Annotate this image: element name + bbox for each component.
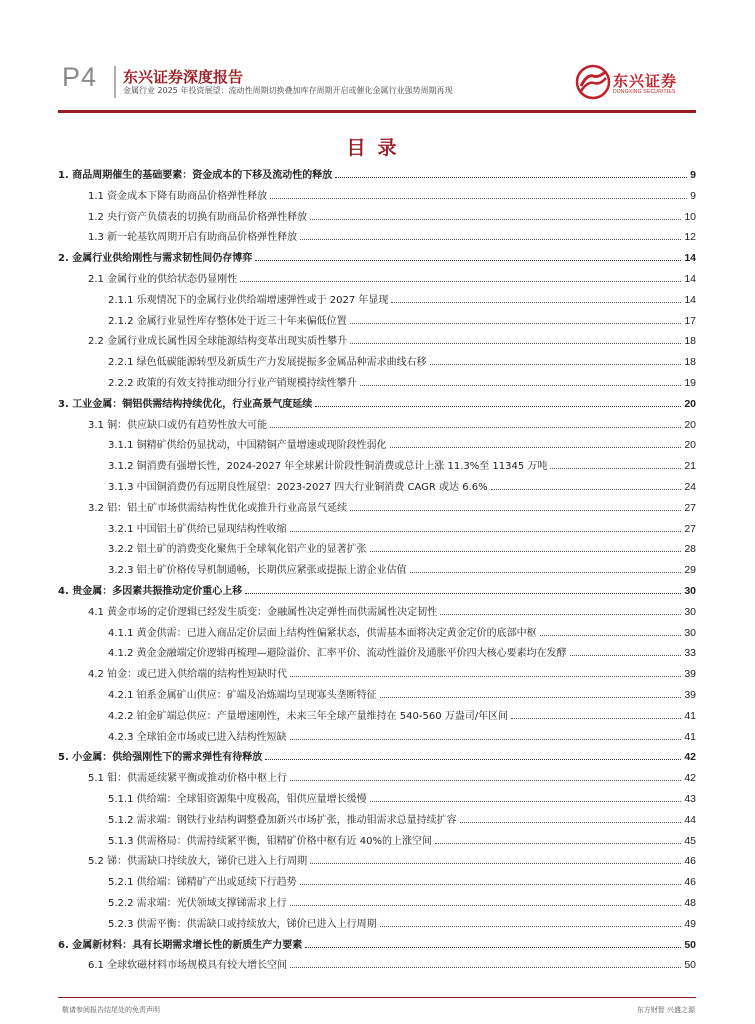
toc-entry-text: 4. 贵金属：多因素共振推动定价重心上移 xyxy=(58,586,243,597)
toc-entry-text: 3. 工业金属：铜铝供需结构持续优化，行业高景气度延续 xyxy=(58,398,313,410)
toc-leader-dots xyxy=(290,531,682,532)
toc-entry-text: 1.3 新一轮基钦周期开启有助商品价格弹性释放 xyxy=(88,232,298,244)
logo-icon xyxy=(575,64,611,100)
toc-entry-text: 3.2 铝：铝土矿市场供需结构性优化或推升行业高景气延续 xyxy=(88,502,348,514)
toc-entry[interactable] xyxy=(58,704,696,722)
toc-entry-text: 4.1.2 黄金金融端定价逻辑再梳理—避险溢价、汇率平价、流动性溢价及通胀平价四大核心要素均在发酵 xyxy=(108,648,567,660)
toc-entry[interactable] xyxy=(58,413,696,431)
toc-leader-dots xyxy=(390,447,682,448)
toc-entry[interactable] xyxy=(58,766,696,784)
toc-entry-page: 14 xyxy=(684,293,696,306)
toc-entry-page: 39 xyxy=(684,689,696,701)
page-number: P4 xyxy=(62,62,98,92)
toc-entry[interactable] xyxy=(58,350,696,368)
toc-entry-text: 2. 金属行业供给刚性与需求韧性间仍存博弈 xyxy=(58,253,253,265)
toc-entry-page: 18 xyxy=(684,335,696,348)
toc-leader-dots xyxy=(380,926,682,927)
page-header xyxy=(0,0,755,100)
toc-entry-text: 2.2.1 绿色低碳能源转型及新质生产力发展提振多金属品种需求曲线右移 xyxy=(108,357,427,369)
toc-entry-page: 49 xyxy=(684,917,696,930)
toc-entry-text: 3.1.2 铜消费有强增长性，2024-2027 年全球累计阶段性铜消费或总计上涨 11.3%至 11345 万吨 xyxy=(108,461,548,473)
toc-entry-page: 21 xyxy=(684,460,696,473)
toc-entry-text: 4.2.2 铂金矿端总供应：产量增速刚性，未来三年全球产量维持在 540-560 万盎司/年区间 xyxy=(108,710,509,722)
toc-entry-page: 19 xyxy=(684,377,696,389)
toc-entry[interactable] xyxy=(58,288,696,306)
report-title: 东兴证券深度报告 xyxy=(123,68,244,86)
toc-leader-dots xyxy=(310,219,681,220)
toc-entry-text: 4.2.3 全球铂金市场或已进入结构性短缺 xyxy=(108,731,287,743)
footer-disclaimer: 敬请参阅报告结尾处的免责声明 xyxy=(62,1006,160,1014)
toc-leader-dots xyxy=(370,551,682,552)
toc-entry[interactable] xyxy=(58,621,696,639)
toc-entry-page: 30 xyxy=(684,626,696,639)
toc-leader-dots xyxy=(350,343,681,344)
toc-entry-text: 1.2 央行资产负债表的切换有助商品价格弹性释放 xyxy=(88,211,308,223)
toc-entry-text: 3.1.3 中国铜消费仍有远期良性展望：2023-2027 四大行业铜消费 CAGR 或达 6.6% xyxy=(108,482,488,493)
toc-leader-dots xyxy=(315,406,681,407)
toc-entry-page: 17 xyxy=(684,314,696,327)
toc-entry-text: 3.1 铜：供应缺口或仍有趋势性放大可能 xyxy=(88,419,268,431)
logo-text-en: DONGXING SECURITIES xyxy=(613,89,676,95)
toc-entry-page: 50 xyxy=(684,959,696,972)
toc-leader-dots xyxy=(440,614,681,615)
toc-entry-page: 18 xyxy=(684,356,696,369)
toc-entry-page: 42 xyxy=(684,751,696,764)
toc-entry-text: 2.2 金属行业成长属性因全球能源结构变革出现实质性攀升 xyxy=(88,336,348,348)
toc-entry-page: 10 xyxy=(684,210,696,223)
toc-entry-text: 3.1.1 铜精矿供给仍显扰动，中国精铜产量增速或现阶段性弱化 xyxy=(108,440,387,452)
toc-entry-text: 4.2.1 铂系金属矿山供应：矿端及冶炼端均呈现寡头垄断特征 xyxy=(108,690,377,701)
toc-leader-dots xyxy=(300,884,682,885)
toc-leader-dots xyxy=(290,905,682,906)
toc-entry-page: 14 xyxy=(684,252,696,265)
toc-leader-dots xyxy=(270,198,687,199)
toc-entry[interactable] xyxy=(58,205,696,223)
toc-entry-page: 43 xyxy=(684,793,696,805)
toc-title: 目录 xyxy=(346,137,409,159)
toc-entry-page: 29 xyxy=(684,564,696,577)
toc-entry-page: 46 xyxy=(684,855,696,868)
toc-entry[interactable] xyxy=(58,808,696,826)
toc-leader-dots xyxy=(430,364,682,365)
toc-entry-page: 45 xyxy=(684,834,696,847)
toc-entry-page: 42 xyxy=(684,772,696,785)
toc-entry-text: 1. 商品周期催生的基础要素：资金成本的下移及流动性的释放 xyxy=(58,170,333,181)
toc-leader-dots xyxy=(240,281,681,282)
toc-leader-dots xyxy=(310,863,681,864)
toc-entry[interactable] xyxy=(58,537,696,555)
toc-leader-dots xyxy=(370,801,682,802)
toc-entry[interactable] xyxy=(58,891,696,909)
toc-entry[interactable] xyxy=(58,163,696,181)
toc-entry-text: 5.2.1 供给端：锑精矿产出或延续下行趋势 xyxy=(108,877,297,889)
toc-leader-dots xyxy=(290,739,682,740)
toc-entry-page: 30 xyxy=(684,605,696,618)
company-logo xyxy=(575,64,695,104)
toc-entry[interactable] xyxy=(58,433,696,451)
toc-leader-dots xyxy=(350,510,681,511)
toc-entry[interactable] xyxy=(58,246,696,264)
toc-entry[interactable] xyxy=(58,683,696,701)
toc-leader-dots xyxy=(265,759,681,760)
toc-entry-text: 4.1.1 黄金供需：已进入商品定价层面上结构性偏紧状态，供需基本面将决定黄金定价的底部中枢 xyxy=(108,627,537,639)
toc-entry[interactable] xyxy=(58,953,696,971)
toc-entry[interactable] xyxy=(58,309,696,327)
toc-entry-text: 5.2 锑：供需缺口持续放大，锑价已进入上行周期 xyxy=(88,856,308,868)
toc-entry-text: 3.2.2 铝土矿的消费变化聚焦于全球氧化铝产业的显著扩张 xyxy=(108,544,367,556)
toc-entry-page: 44 xyxy=(684,813,696,826)
toc-leader-dots xyxy=(380,697,682,698)
toc-entry-text: 6. 金属新材料：具有长期需求增长性的新质生产力要素 xyxy=(58,939,303,951)
toc-entry-page: 20 xyxy=(684,418,696,431)
toc-entry[interactable] xyxy=(58,787,696,805)
toc-leader-dots xyxy=(435,843,681,844)
toc-entry-text: 5.1.3 供需格局：供需持续紧平衡，钼精矿价格中枢有近 40%的上涨空间 xyxy=(108,835,433,847)
toc-entry[interactable] xyxy=(58,517,696,535)
toc-leader-dots xyxy=(511,718,681,719)
footer-slogan: 东方财智 兴盛之源 xyxy=(636,1006,695,1014)
toc-entry-text: 4.2 铂金：或已进入供给端的结构性短缺时代 xyxy=(88,669,288,681)
toc-entry[interactable] xyxy=(58,829,696,847)
toc-leader-dots xyxy=(335,177,687,178)
toc-entry-text: 5.1.2 需求端：钢铁行业结构调整叠加新兴市场扩张，推动钼需求总量持续扩容 xyxy=(108,814,457,826)
toc-leader-dots xyxy=(360,385,682,386)
toc-entry-text: 5. 小金属：供给强刚性下的需求弹性有待释放 xyxy=(58,752,263,764)
toc-leader-dots xyxy=(270,427,681,428)
toc-entry[interactable] xyxy=(58,600,696,618)
toc-entry-text: 5.2.2 需求端：光伏领域支撑锑需求上行 xyxy=(108,898,287,909)
header-rule xyxy=(58,110,696,113)
toc-entry-page: 50 xyxy=(684,938,696,951)
toc-entry[interactable] xyxy=(58,267,696,285)
toc-entry-page: 24 xyxy=(684,481,696,493)
toc-leader-dots xyxy=(460,822,682,823)
toc-entry-text: 1.1 资金成本下降有助商品价格弹性释放 xyxy=(88,190,268,202)
toc-entry[interactable] xyxy=(58,745,696,763)
toc-entry[interactable] xyxy=(58,496,696,514)
toc-entry[interactable] xyxy=(58,579,696,597)
toc-entry-text: 2.1.2 金属行业显性库存整体处于近三十年来偏低位置 xyxy=(108,315,347,327)
toc-leader-dots xyxy=(540,635,682,636)
toc-entry[interactable] xyxy=(58,371,696,389)
toc-leader-dots xyxy=(245,593,681,594)
toc-entry-text: 3.2.1 中国铝土矿供给已显现结构性收缩 xyxy=(108,523,287,535)
toc-leader-dots xyxy=(300,239,681,240)
toc-leader-dots xyxy=(350,323,682,324)
toc-leader-dots xyxy=(305,947,681,948)
toc-entry-page: 33 xyxy=(684,647,696,660)
toc-entry-text: 2.1.1 乐观情况下的金属行业供给端增速弹性或于 2027 年显现 xyxy=(108,294,389,306)
toc-leader-dots xyxy=(570,655,682,656)
logo-text-cn: 东兴证券 xyxy=(613,72,678,90)
toc-entry-page: 14 xyxy=(684,273,696,285)
toc-entry-page: 27 xyxy=(684,501,696,514)
toc-entry[interactable] xyxy=(58,849,696,867)
toc-entry[interactable] xyxy=(58,725,696,743)
toc-entry-page: 27 xyxy=(684,522,696,535)
toc-entry[interactable] xyxy=(58,662,696,680)
toc-entry-text: 4.1 黄金市场的定价逻辑已经发生质变：金融属性决定弹性而供需属性决定韧性 xyxy=(88,606,438,618)
toc-entry-text: 3.2.3 铝土矿价格传导机制通畅，长期供应紧张或提振上游企业估值 xyxy=(108,565,407,577)
toc-entry-page: 30 xyxy=(684,585,696,597)
toc-entry[interactable] xyxy=(58,184,696,202)
toc-entry-page: 9 xyxy=(690,189,696,202)
toc-leader-dots xyxy=(255,260,681,261)
toc-leader-dots xyxy=(290,780,681,781)
toc-entry-page: 9 xyxy=(690,169,696,181)
toc-entry-text: 5.2.3 供需平衡：供需缺口或持续放大，锑价已进入上行周期 xyxy=(108,918,377,930)
toc-leader-dots xyxy=(491,489,682,490)
toc-entry[interactable] xyxy=(58,225,696,243)
toc-entry-page: 48 xyxy=(684,897,696,909)
toc-entry[interactable] xyxy=(58,558,696,576)
toc-leader-dots xyxy=(290,676,681,677)
toc-entry-text: 2.1 金属行业的供给状态仍显刚性 xyxy=(88,274,238,285)
toc-entry[interactable] xyxy=(58,329,696,347)
toc-entry-text: 2.2.2 政策的有效支持推动细分行业产销规模持续性攀升 xyxy=(108,378,357,389)
toc-entry-text: 5.1.1 供给端：全球钼资源集中度极高，钼供应量增长缓慢 xyxy=(108,794,367,805)
toc-entry[interactable] xyxy=(58,870,696,888)
report-subtitle: 金属行业 2025 年投资展望：流动性周期切换叠加库存周期开启或催化金属行业强势周期再现 xyxy=(123,86,453,95)
toc-entry-page: 20 xyxy=(684,397,696,410)
toc-entry-text: 5.1 钼：供需延续紧平衡或推动价格中枢上行 xyxy=(88,773,288,785)
toc-entry-page: 28 xyxy=(684,543,696,556)
header-divider xyxy=(114,66,116,98)
toc-entry[interactable] xyxy=(58,392,696,410)
toc-entry[interactable] xyxy=(58,454,696,472)
toc-entry-page: 41 xyxy=(684,730,696,743)
toc-entry-text: 6.1 全球软磁材料市场规模具有较大增长空间 xyxy=(88,960,288,972)
toc-entry-page: 20 xyxy=(684,439,696,452)
toc-entry-page: 41 xyxy=(684,709,696,722)
toc-entry[interactable] xyxy=(58,641,696,659)
toc-entry-page: 46 xyxy=(684,876,696,889)
toc-entry[interactable] xyxy=(58,912,696,930)
toc-leader-dots xyxy=(410,572,682,573)
toc-leader-dots xyxy=(290,967,681,968)
toc-entry-page: 12 xyxy=(684,231,696,244)
toc-entry[interactable] xyxy=(58,475,696,493)
toc-entry-page: 39 xyxy=(684,668,696,681)
footer-rule xyxy=(58,997,696,998)
toc-entry[interactable] xyxy=(58,933,696,951)
toc-leader-dots xyxy=(550,468,681,469)
toc-leader-dots xyxy=(391,302,681,303)
